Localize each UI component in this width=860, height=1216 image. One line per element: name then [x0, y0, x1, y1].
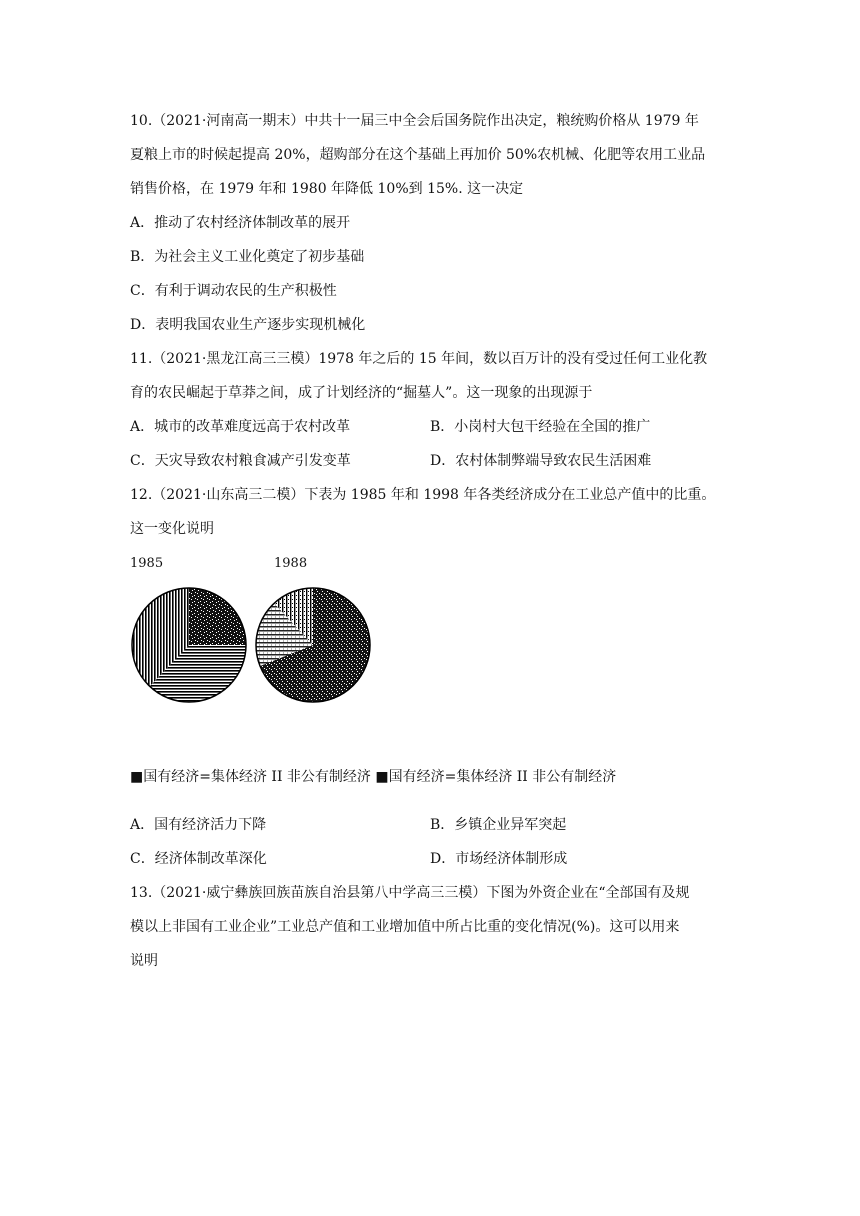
- q10-option-a[interactable]: A．推动了农村经济体制改革的展开: [130, 215, 351, 231]
- year-label-left: 1985: [130, 556, 164, 571]
- q10-option-b[interactable]: B．为社会主义工业化奠定了初步基础: [130, 249, 365, 265]
- question-page: [130, 104, 730, 978]
- q13-stem-line1: 13.（2021·威宁彝族回族苗族自治县第八中学高三三模）下图为外资企业在“全部国有及规: [130, 885, 690, 901]
- question-12: [130, 478, 730, 876]
- q12-option-d[interactable]: D．市场经济体制形成: [430, 851, 568, 867]
- q11-option-a[interactable]: A．城市的改革难度远高于农村改革: [130, 419, 351, 435]
- q12-option-a[interactable]: A．国有经济活力下降: [130, 817, 267, 833]
- q11-stem-line2: 育的农民崛起于草莽之间，成了计划经济的“掘墓人”。这一现象的出现源于: [130, 385, 593, 401]
- q13-stem-line2: 模以上非国有工业企业”工业总产值和工业增加值中所占比重的变化情况(%)。这可以用来: [130, 919, 680, 935]
- q11-option-b[interactable]: B．小岗村大包干经验在全国的推广: [430, 419, 651, 435]
- q12-stem-line2: 这一变化说明: [130, 521, 214, 537]
- q12-option-b[interactable]: B．乡镇企业异军突起: [430, 817, 567, 833]
- pie-chart-left: [130, 586, 248, 704]
- q11-option-c[interactable]: C．天灾导致农村粮食减产引发变革: [130, 453, 351, 469]
- question-11: [130, 342, 730, 478]
- q10-option-c[interactable]: C．有利于调动农民的生产积极性: [130, 283, 337, 299]
- year-label-right: 1988: [274, 556, 308, 571]
- pie-left-slice-dark: [189, 588, 246, 645]
- q11-stem-line1: 11.（2021·黑龙江高三三模）1978 年之后的 15 年间，数以百万计的没有受过任何工业化教: [130, 351, 708, 367]
- pie-legend: ■国有经济=集体经济 II 非公有制经济 ■国有经济=集体经济 II 非公有制经济: [130, 769, 617, 785]
- question-13: [130, 876, 730, 978]
- q12-stem-line1: 12.（2021·山东高三二模）下表为 1985 年和 1998 年各类经济成分在工业总产值中的比重。: [130, 487, 716, 503]
- pie-chart-right: [254, 586, 372, 704]
- pie-year-labels: [130, 546, 730, 586]
- question-10: [130, 104, 730, 342]
- q13-stem-line3: 说明: [130, 953, 158, 969]
- q10-stem-line2: 夏粮上市的时候起提高 20%，超购部分在这个基础上再加价 50%农机械、化肥等农用工业品: [130, 147, 706, 163]
- pie-charts: [130, 586, 730, 746]
- q10-option-d[interactable]: D．表明我国农业生产逐步实现机械化: [130, 317, 366, 333]
- q11-option-d[interactable]: D．农村体制弊端导致农民生活困难: [430, 453, 652, 469]
- q12-option-c[interactable]: C．经济体制改革深化: [130, 851, 267, 867]
- q10-stem-line1: 10.（2021·河南高一期末）中共十一届三中全会后国务院作出决定，粮统购价格从 1979 年: [130, 113, 699, 129]
- q10-stem-line3: 销售价格，在 1979 年和 1980 年降低 10%到 15%. 这一决定: [130, 181, 524, 197]
